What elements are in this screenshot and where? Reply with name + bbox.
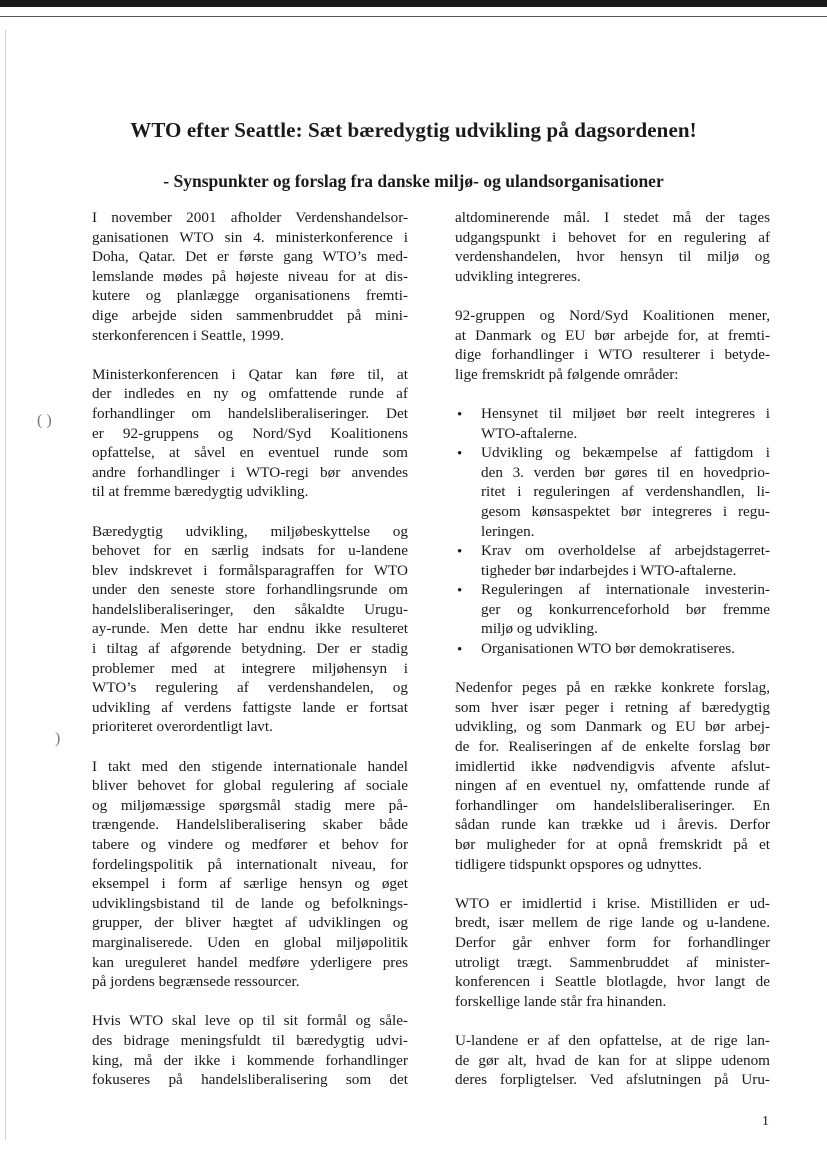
text-line: på jordens begrænsede ressourcer.: [92, 973, 300, 991]
bullet-icon: •: [457, 446, 463, 463]
text-line: udviklingsbistand til de lande og befolknings-: [92, 894, 408, 912]
text-line: opfattelse, at såvel en eventuel runde som: [92, 444, 408, 462]
paragraph: [455, 1031, 770, 1090]
top-border-rule: [0, 0, 827, 7]
text-line: ritet i reguleringen af verdenshandlen, li-: [481, 483, 770, 501]
text-line: udvikling af verdens fattigste lande er fortsat: [92, 698, 408, 716]
text-line: verdenshandelen, hvor hensyn til miljø og: [455, 248, 770, 266]
text-line: forhandlinger om handelsliberaliseringer. En: [455, 796, 770, 814]
text-line: er 92-gruppens og Nord/Syd Koalitionens: [92, 424, 408, 442]
text-line: WTO’s regulering af verdenshandelen, og: [92, 679, 408, 697]
text-line: ay-runde. Men dette har endnu ikke resulteret: [92, 620, 408, 638]
text-line: udvikling, og som Danmark og EU bør arbej-: [455, 718, 770, 736]
paragraph: [455, 894, 770, 1012]
text-line: at Danmark og EU bør arbejde for, at fremti-: [455, 326, 770, 344]
text-line: andre forhandlinger i WTO-regi bør anvendes: [92, 463, 408, 481]
text-line: miljø og udvikling.: [481, 620, 598, 638]
text-line: blev indskrevet i formålsparagraffen for WTO: [92, 561, 408, 579]
text-line: Nedenfor peges på en række konkrete forslag,: [455, 679, 770, 697]
text-line: eksempel i form af særlige hensyn og øget: [92, 875, 408, 893]
paragraph: [92, 522, 408, 738]
text-line: tigheder bør indarbejdes i WTO-aftalerne.: [481, 561, 737, 579]
text-line: problemer med at integrere miljøhensyn i: [92, 659, 408, 677]
scan-left-edge: [5, 30, 6, 1140]
text-line: Ministerkonferencen i Qatar kan føre til, at: [92, 365, 408, 383]
top-thin-rule: [0, 16, 827, 17]
text-line: altdominerende mål. I stedet må der tages: [455, 209, 770, 226]
text-line: behovet for en særlig indsats for u-landene: [92, 542, 408, 560]
text-line: dige forhandlinger i WTO resulterer i betyde-: [455, 346, 770, 364]
document-title: WTO efter Seattle: Sæt bæredygtig udvikling på dagsordenen!: [130, 118, 697, 142]
left-column: [92, 208, 408, 1109]
text-line: deres forpligtelser. Ved afslutningen på Uru-: [455, 1071, 770, 1089]
text-line: prioriteret overordentligt lavt.: [92, 718, 273, 736]
text-line: Krav om overholdelse af arbejdstagerret-: [481, 542, 770, 560]
text-line: til at fremme bæredygtig udvikling.: [92, 483, 309, 501]
bullet-icon: •: [457, 642, 463, 659]
paragraph: [92, 365, 408, 502]
text-line: og miljømæssige spørgsmål stadig mere på-: [92, 796, 408, 814]
text-line: udvikling integreres.: [455, 267, 581, 285]
text-line: king, må der ikke i kommende forhandlinger: [92, 1051, 408, 1069]
text-line: trængende. Handelsliberalisering skaber både: [92, 816, 408, 834]
text-line: grupper, der bliver hægtet af udviklingen og: [92, 914, 408, 932]
paragraph: [92, 1011, 408, 1089]
list-item: [455, 639, 770, 659]
right-column: [455, 208, 770, 1109]
paragraph: [455, 208, 770, 286]
bullet-icon: •: [457, 406, 463, 423]
list-item: [455, 443, 770, 541]
text-line: bredt, især mellem de rige lande og u-landene.: [455, 914, 770, 932]
text-line: U-landene er af den opfattelse, at de rige lan-: [455, 1031, 770, 1049]
text-line: ningen af en eventuel ny, omfattende runde af: [455, 777, 770, 795]
list-item: [455, 541, 770, 580]
text-line: leringen.: [481, 522, 535, 540]
list-item: [455, 404, 770, 443]
text-line: gesom kønsaspektet bør integreres i regu-: [481, 502, 770, 520]
text-line: WTO er imidlertid i krise. Mistilliden er ud-: [455, 894, 770, 912]
text-line: I november 2001 afholder Verdenshandelsor-: [92, 209, 408, 226]
bullet-list: [455, 404, 770, 659]
text-line: sterkonferencen i Seattle, 1999.: [92, 326, 284, 344]
text-line: forskellige lande står fra hinanden.: [455, 992, 667, 1010]
text-line: marginaliserede. Uden en global miljøpolitik: [92, 933, 408, 951]
text-line: under den seneste store forhandlingsrunde om: [92, 581, 408, 599]
text-line: WTO-aftalerne.: [481, 424, 578, 442]
text-line: Hvis WTO skal leve op til sit formål og såle-: [92, 1012, 408, 1030]
text-line: I takt med den stigende internationale handel: [92, 757, 408, 775]
text-line: utroligt trægt. Sammenbruddet af minister-: [455, 953, 770, 971]
text-line: ganisationen WTO sin 4. ministerkonference i: [92, 228, 408, 246]
text-line: den 3. verden bør gøres til en hovedprio-: [481, 463, 770, 481]
text-line: dige arbejde siden sammenbruddet på mini-: [92, 306, 408, 324]
text-line: kan ureguleret handel medføre yderligere pres: [92, 953, 408, 971]
page-number: 1: [762, 1114, 769, 1129]
text-line: lemslande mødes på højeste niveau for at dis-: [92, 267, 408, 285]
text-line: Hensynet til miljøet bør reelt integreres i: [481, 404, 770, 422]
text-line: udgangspunkt i behovet for en regulering af: [455, 228, 770, 246]
paragraph: [455, 306, 770, 384]
bullet-icon: •: [457, 583, 463, 600]
text-line: bliver behovet for global regulering af sociale: [92, 777, 408, 795]
bullet-icon: •: [457, 544, 463, 561]
text-line: ger og konkurrenceforhold bør fremme: [481, 600, 770, 618]
text-line: tidligere tidspunkt opspores og udnyttes.: [455, 855, 702, 873]
text-line: de for. Realiseringen af de enkelte forslag bør: [455, 738, 770, 756]
text-line: imidlertid ikke nødvendigvis afvente afslut-: [455, 757, 770, 775]
text-line: Reguleringen af internationale investerin-: [481, 581, 770, 599]
punch-hole-mark: ( ): [37, 412, 52, 429]
text-line: Bæredygtig udvikling, miljøbeskyttelse og: [92, 522, 408, 540]
text-line: Doha, Qatar. Det er første gang WTO’s med-: [92, 248, 408, 266]
list-item: [455, 580, 770, 639]
text-line: Udvikling og bekæmpelse af fattigdom i: [481, 444, 770, 462]
text-line: bør muligheder for at opnå fremskridt på et: [455, 836, 770, 853]
text-line: kutere og planlægge organisationens fremti-: [92, 287, 408, 305]
paragraph: [92, 208, 408, 345]
text-line: fordelingspolitik på internationalt niveau, for: [92, 855, 408, 873]
text-line: 92-gruppen og Nord/Syd Koalitionen mener,: [455, 306, 770, 324]
text-line: fokuseres på handelsliberalisering som det: [92, 1071, 408, 1089]
text-line: sådan runde kan trække ud i årevis. Derfor: [455, 816, 770, 834]
text-line: des bidrage meningsfuldt til bæredygtig udvi-: [92, 1031, 408, 1049]
text-line: Organisationen WTO bør demokratiseres.: [481, 640, 735, 658]
text-line: de gør alt, hvad de kan for at slippe udenom: [455, 1051, 770, 1069]
text-line: i tiltag af afgørende betydning. Der er stadig: [92, 640, 408, 658]
text-line: handelsliberaliseringer, den såkaldte Urugu-: [92, 600, 408, 618]
text-line: forhandlinger om handelsliberaliseringer. Det: [92, 404, 408, 422]
text-line: der indledes en ny og omfattende runde af: [92, 385, 408, 403]
text-line: Derfor går enhver form for forhandlinger: [455, 933, 770, 951]
document-subtitle: - Synspunkter og forslag fra danske miljø- og ulandsorganisationer: [163, 171, 664, 191]
text-line: konferencen i Seattle blotlagde, hvor langt de: [455, 973, 770, 991]
text-line: som hver især peger i retning af bæredygtig: [455, 698, 770, 716]
paragraph: [92, 757, 408, 992]
paragraph: [455, 678, 770, 874]
punch-hole-mark: ): [55, 730, 61, 747]
text-line: tabere og vindere og medfører et behov for: [92, 836, 408, 853]
text-line: lige fremskridt på følgende områder:: [455, 365, 679, 383]
